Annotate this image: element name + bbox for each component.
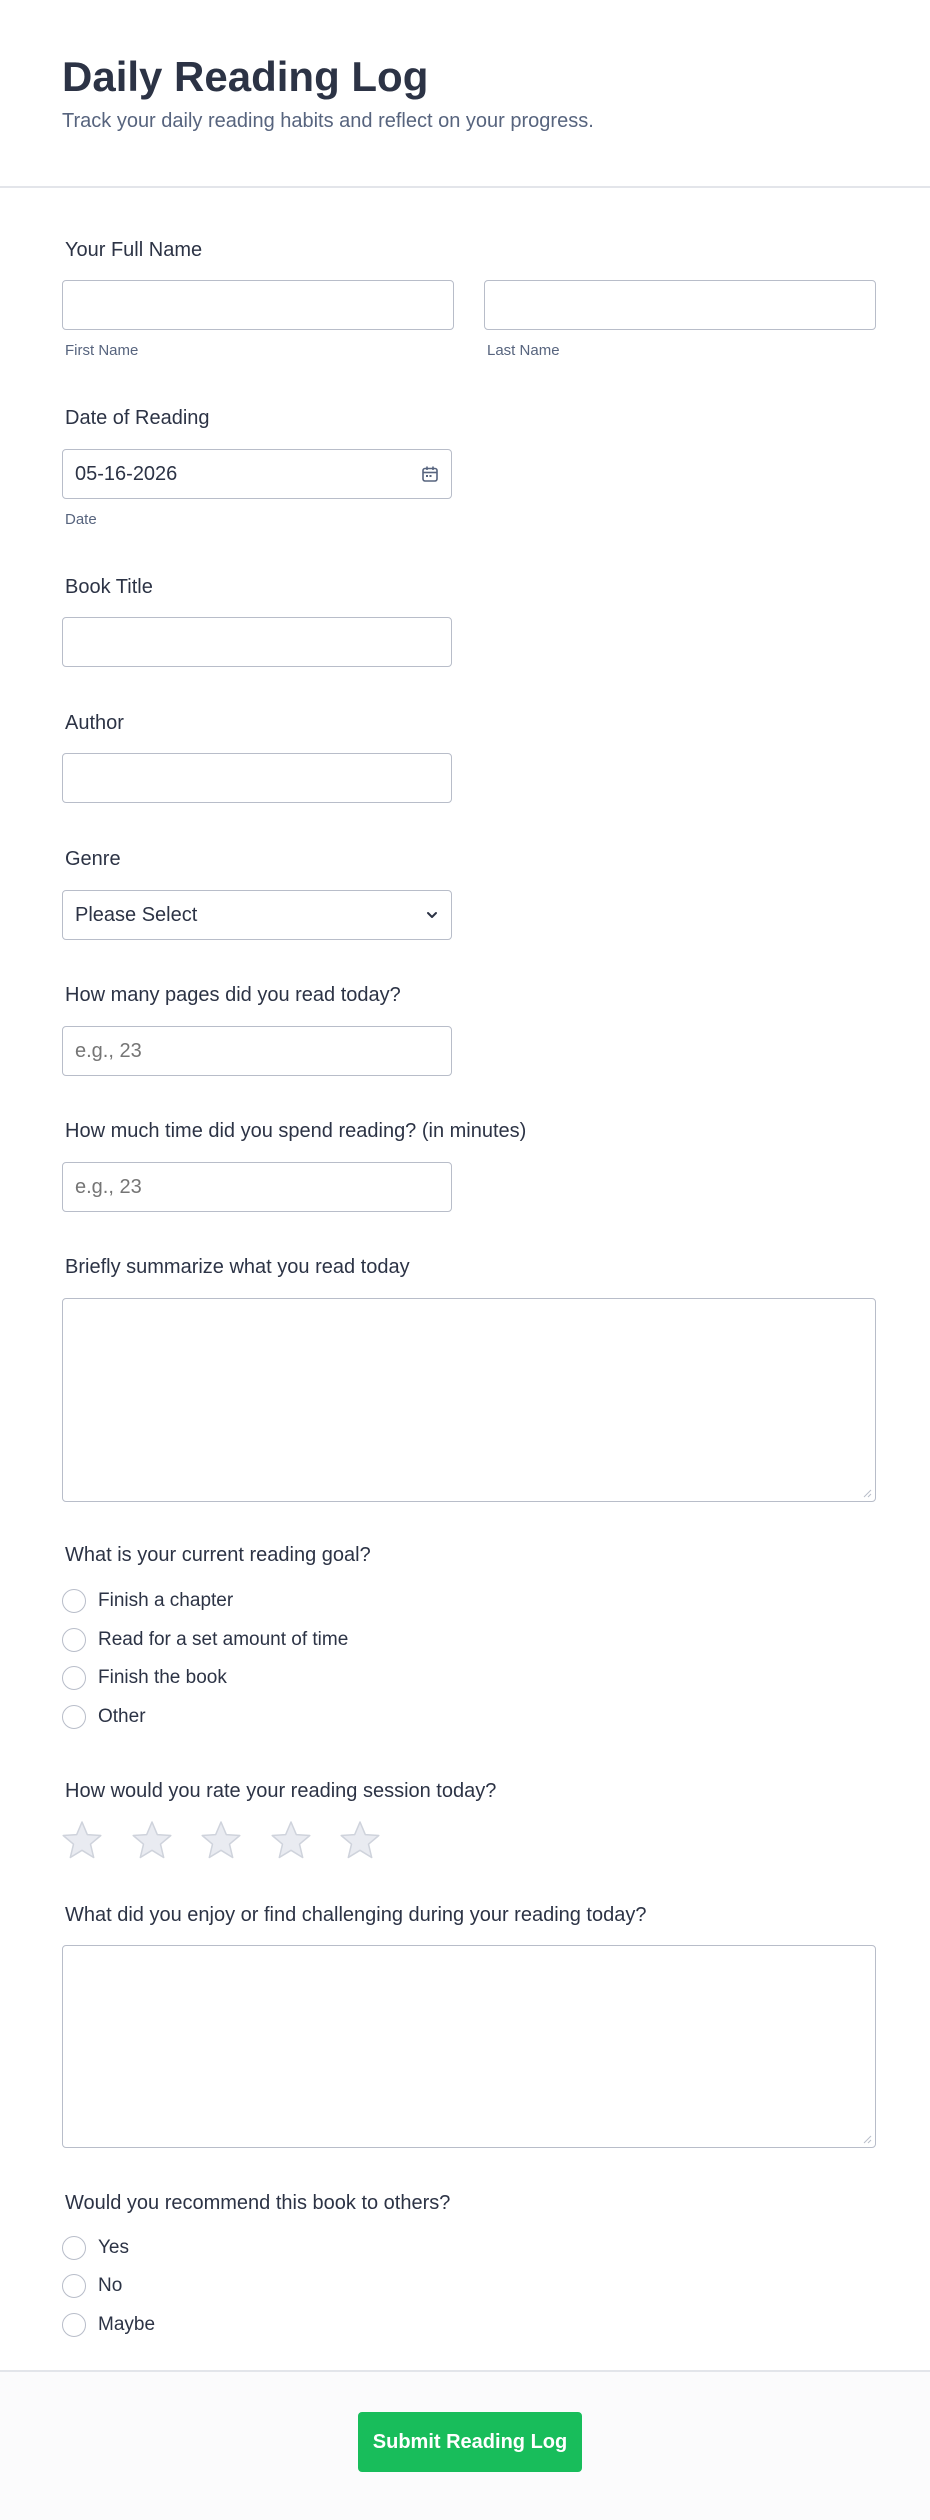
enjoy-textarea[interactable] (62, 1945, 876, 2148)
genre-field (62, 847, 121, 871)
resize-grip-icon[interactable] (862, 1488, 872, 1498)
last-name-sublabel: Last Name (487, 342, 560, 359)
date-input[interactable] (62, 449, 452, 499)
recommend-option[interactable] (62, 2271, 122, 2301)
star-icon[interactable] (270, 1820, 312, 1860)
radio-button[interactable] (62, 2236, 86, 2260)
star-icon[interactable] (61, 1820, 103, 1860)
author-input[interactable] (62, 753, 452, 803)
pages-input[interactable] (62, 1026, 452, 1076)
radio-button[interactable] (62, 1628, 86, 1652)
radio-button[interactable] (62, 1589, 86, 1613)
goal-option[interactable] (62, 1663, 227, 1693)
date-field (62, 406, 210, 430)
enjoy-field (62, 1903, 646, 1927)
full-name-field (62, 238, 202, 262)
goal-option[interactable] (62, 1586, 233, 1616)
author-field (62, 711, 124, 735)
chevron-down-icon (425, 908, 439, 922)
goal-option[interactable] (62, 1625, 348, 1655)
recommend-field (62, 2191, 450, 2215)
genre-selected-value: Please Select (75, 903, 198, 926)
book-title-input[interactable] (62, 617, 452, 667)
genre-select[interactable] (62, 890, 452, 940)
radio-button[interactable] (62, 2313, 86, 2337)
book-title-field (62, 575, 153, 599)
goal-option-label: Read for a set amount of time (98, 1629, 349, 1650)
rating-field (62, 1779, 496, 1803)
date-sublabel: Date (65, 511, 97, 528)
book-title-label: Book Title (65, 576, 153, 598)
recommend-option[interactable] (62, 2310, 155, 2340)
page-title: Daily Reading Log (62, 53, 429, 100)
star-icon[interactable] (131, 1820, 173, 1860)
goal-option-label: Finish a chapter (98, 1590, 234, 1611)
summary-field (62, 1255, 410, 1279)
goal-label: What is your current reading goal? (65, 1544, 371, 1566)
first-name-input[interactable] (62, 280, 454, 330)
radio-button[interactable] (62, 1666, 86, 1690)
goal-option-label: Other (98, 1706, 146, 1727)
goal-option[interactable] (62, 1702, 146, 1732)
radio-button[interactable] (62, 2274, 86, 2298)
pages-label: How many pages did you read today? (65, 984, 401, 1006)
star-icon[interactable] (200, 1820, 242, 1860)
last-name-input[interactable] (484, 280, 876, 330)
enjoy-label: What did you enjoy or find challenging during your reading today? (65, 1904, 647, 1926)
star-icon[interactable] (339, 1820, 381, 1860)
calendar-icon[interactable] (421, 465, 439, 483)
radio-button[interactable] (62, 1705, 86, 1729)
time-label: How much time did you spend reading? (in minutes) (65, 1120, 527, 1142)
rating-label: How would you rate your reading session today? (65, 1780, 497, 1802)
submit-button[interactable]: Submit Reading Log (358, 2412, 582, 2472)
goal-field (62, 1543, 371, 1567)
summary-label: Briefly summarize what you read today (65, 1256, 410, 1278)
summary-textarea[interactable] (62, 1298, 876, 1502)
form-header (0, 0, 930, 188)
date-value: 05-16-2026 (75, 462, 178, 485)
recommend-option-label: Yes (98, 2237, 129, 2258)
goal-option-label: Finish the book (98, 1667, 227, 1688)
recommend-label: Would you recommend this book to others? (65, 2192, 451, 2214)
time-field (62, 1119, 526, 1143)
time-input[interactable] (62, 1162, 452, 1212)
page-subtitle: Track your daily reading habits and reflect on your progress. (62, 110, 594, 132)
first-name-sublabel: First Name (65, 342, 139, 359)
full-name-label: Your Full Name (65, 239, 203, 261)
recommend-option-label: No (98, 2275, 123, 2296)
genre-label: Genre (65, 848, 121, 870)
pages-field (62, 983, 401, 1007)
recommend-option-label: Maybe (98, 2314, 156, 2335)
resize-grip-icon[interactable] (862, 2134, 872, 2144)
date-label: Date of Reading (65, 407, 210, 429)
recommend-option[interactable] (62, 2233, 129, 2263)
form-footer (0, 2370, 930, 2520)
author-label: Author (65, 712, 124, 734)
